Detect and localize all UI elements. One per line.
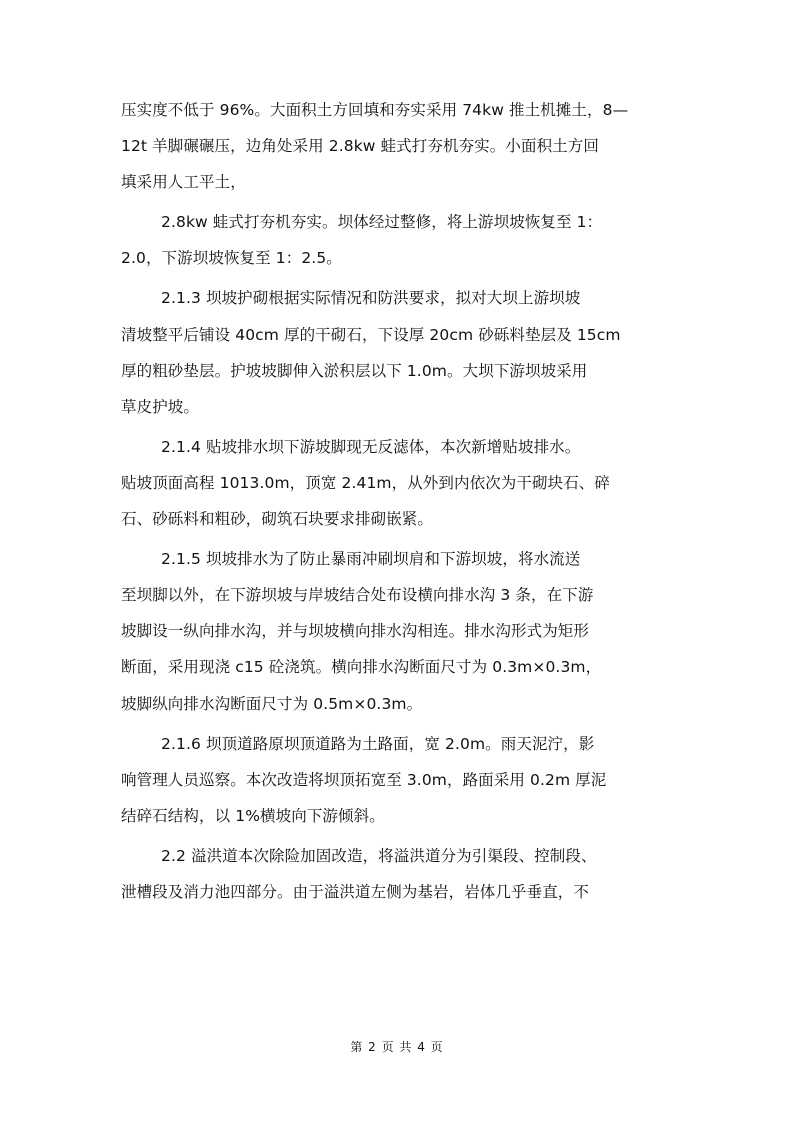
- paragraph: [121, 92, 681, 200]
- text-line: 贴坡顶面高程 1013.0m，顶宽 2.41m，从外到内依次为干砌块石、碎: [121, 473, 610, 492]
- paragraph: [121, 204, 681, 276]
- paragraph: [121, 838, 681, 910]
- page-footer: 第 2 页 共 4 页: [350, 1040, 444, 1054]
- text-line: 填采用人工平土，: [121, 173, 246, 192]
- text-line: 厚的粗砂垫层。护坡坡脚伸入淤积层以下 1.0m。大坝下游坝坡采用: [121, 361, 588, 380]
- text-line: 压实度不低于 96%。大面积土方回填和夯实采用 74kw 推土机摊土，8—: [121, 101, 629, 119]
- document-body: [121, 92, 681, 910]
- text-line: 2.1.5 坝坡排水为了防止暴雨冲刷坝肩和下游坝坡，将水流送: [161, 550, 581, 569]
- paragraph: [121, 726, 681, 834]
- text-line: 清坡整平后铺设 40cm 厚的干砌石，下设厚 20cm 砂砾料垫层及 15cm: [121, 325, 621, 344]
- text-line: 泄槽段及消力池四部分。由于溢洪道左侧为基岩，岩体几乎垂直，不: [121, 882, 590, 901]
- text-line: 断面，采用现浇 c15 砼浇筑。横向排水沟断面尺寸为 0.3m×0.3m，: [121, 658, 602, 677]
- text-line: 2.1.4 贴坡排水坝下游坡脚现无反滤体，本次新增贴坡排水。: [161, 437, 581, 456]
- text-line: 12t 羊脚碾碾压，边角处采用 2.8kw 蛙式打夯机夯实。小面积土方回: [121, 137, 599, 156]
- text-line: 结碎石结构，以 1%横坡向下游倾斜。: [121, 806, 385, 825]
- text-line: 草皮护坡。: [121, 397, 200, 416]
- paragraph: [121, 280, 681, 424]
- paragraph: [121, 429, 681, 537]
- text-line: 2.8kw 蛙式打夯机夯实。坝体经过整修，将上游坝坡恢复至 1：: [161, 213, 603, 232]
- text-line: 2.1.6 坝顶道路原坝顶道路为土路面，宽 2.0m。雨天泥泞，影: [161, 734, 595, 753]
- text-line: 石、砂砾料和粗砂，砌筑石块要求排砌嵌紧。: [121, 510, 434, 529]
- text-line: 2.2 溢洪道本次除险加固改造，将溢洪道分为引渠段、控制段、: [161, 846, 597, 865]
- text-line: 响管理人员巡察。本次改造将坝顶拓宽至 3.0m，路面采用 0.2m 厚泥: [121, 770, 607, 789]
- text-line: 2.0，下游坝坡恢复至 1：2.5。: [121, 249, 342, 268]
- text-line: 至坝脚以外，在下游坝坡与岸坡结合处布设横向排水沟 3 条，在下游: [121, 586, 594, 605]
- text-line: 坡脚纵向排水沟断面尺寸为 0.5m×0.3m。: [121, 694, 423, 713]
- paragraph: [121, 541, 681, 721]
- text-line: 坡脚设一纵向排水沟，并与坝坡横向排水沟相连。排水沟形式为矩形: [121, 622, 590, 641]
- text-line: 2.1.3 坝坡护砌根据实际情况和防洪要求，拟对大坝上游坝坡: [161, 289, 581, 308]
